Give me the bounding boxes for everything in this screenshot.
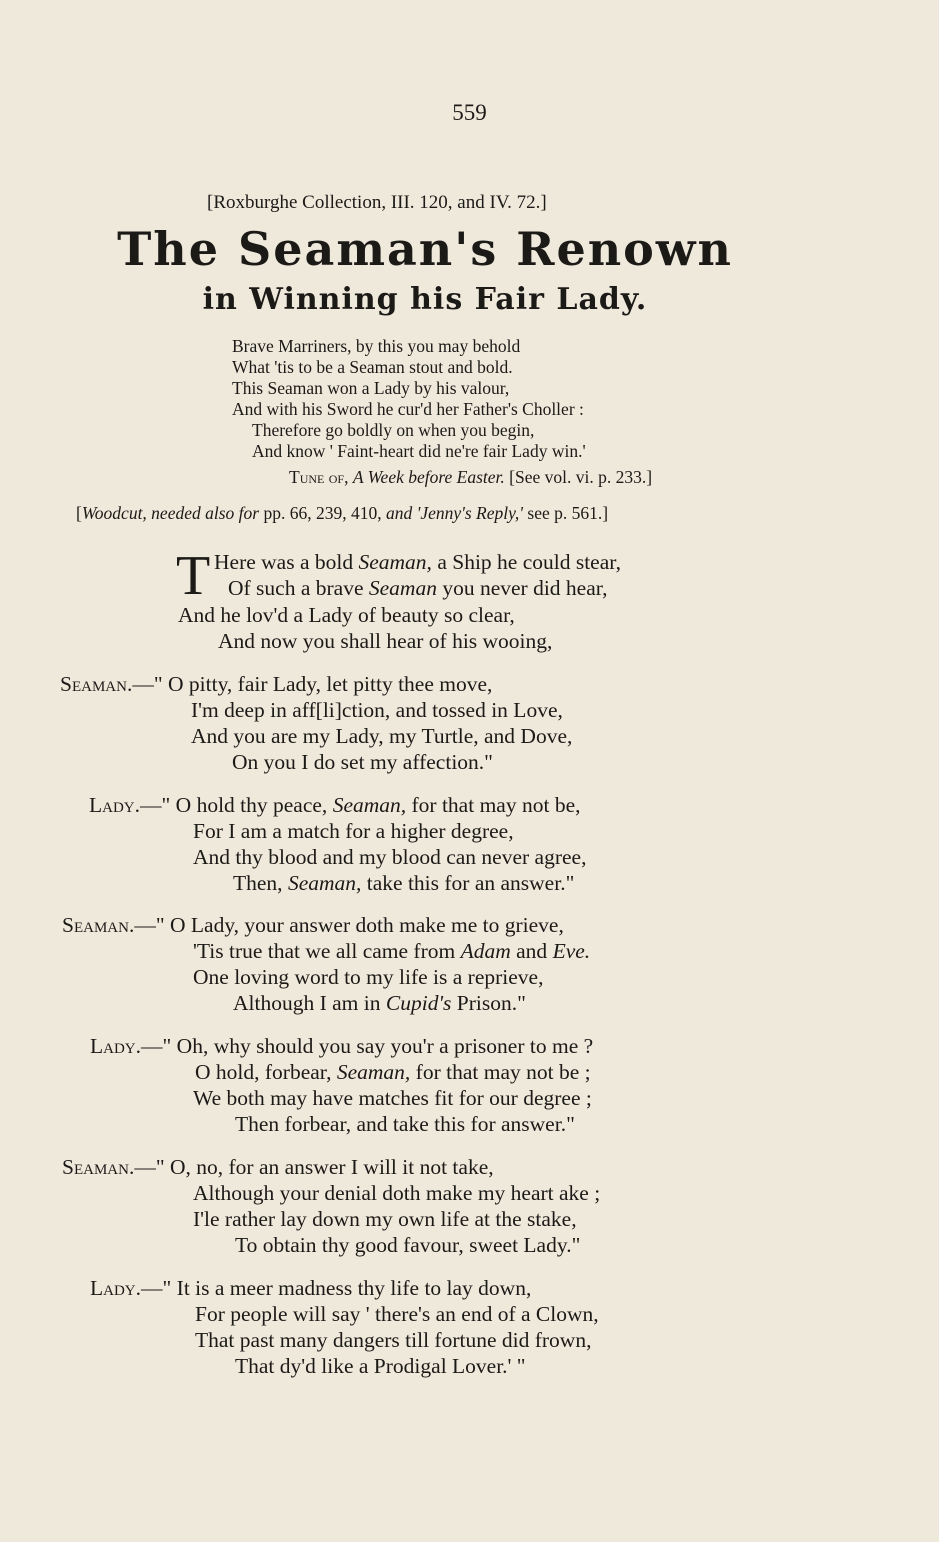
verse-text: Then, — [233, 871, 288, 895]
verse-line — [214, 550, 621, 575]
verse-line — [89, 793, 580, 818]
verse-line: We both may have matches fit for our degree ; — [193, 1086, 592, 1110]
verse-text: —" It is a meer madness thy life to lay down, — [141, 1276, 532, 1300]
verse-text: —" Oh, why should you say you'r a prisoner to me ? — [141, 1034, 594, 1058]
woodcut-pages: pp. 66, 239, 410, — [259, 503, 386, 523]
verse-line — [62, 1155, 494, 1180]
verse-italic: Seaman — [368, 576, 437, 600]
tune-label: Tune of, — [289, 467, 349, 487]
speaker-label: Lady. — [90, 1276, 142, 1300]
verse-italic: Adam — [460, 939, 511, 963]
motto-line: What 'tis to be a Seaman stout and bold. — [232, 357, 513, 377]
motto-line: This Seaman won a Lady by his valour, — [232, 378, 510, 398]
verse-line: To obtain thy good favour, sweet Lady." — [235, 1233, 581, 1257]
verse-text: —" O Lady, your answer doth make me to grieve, — [134, 913, 564, 937]
page-number: 559 — [452, 100, 487, 125]
verse-line: And now you shall hear of his wooing, — [218, 629, 553, 653]
woodcut-tail: see p. 561.] — [523, 503, 609, 523]
verse-italic: Seaman, — [358, 550, 432, 574]
motto-line: And with his Sword he cur'd her Father's Choller : — [232, 399, 584, 419]
verse-italic: Seaman, — [287, 871, 362, 895]
speaker-label: Lady. — [90, 1034, 142, 1058]
ballad-title: The Seaman's Renown — [117, 222, 733, 276]
speaker-label: Seaman. — [60, 672, 133, 696]
verse-italic: Seaman, — [336, 1060, 411, 1084]
verse-text: —" O hold thy peace, — [140, 793, 333, 817]
verse-text: take this for an answer." — [361, 871, 575, 895]
speaker-label: Seaman. — [62, 1155, 135, 1179]
verse-line: One loving word to my life is a reprieve, — [193, 965, 544, 989]
verse-line: For people will say ' there's an end of a Clown, — [195, 1302, 599, 1326]
verse-line: Although your denial doth make my heart ake ; — [193, 1181, 601, 1205]
verse-line: I'm deep in aff[li]ction, and tossed in Love, — [191, 698, 563, 722]
verse-line: For I am a match for a higher degree, — [193, 819, 514, 843]
source-note: [Roxburghe Collection, III. 120, and IV. 72.] — [207, 192, 547, 213]
verse-line: Then forbear, and take this for answer." — [235, 1112, 575, 1136]
verse-line: I'le rather lay down my own life at the stake, — [193, 1207, 577, 1231]
tune-name: A Week before Easter. — [352, 467, 505, 487]
drop-cap: T — [176, 545, 211, 607]
verse-italic: Seaman, — [332, 793, 407, 817]
woodcut-ref: 'Jenny's Reply,' — [412, 503, 524, 523]
verse-italic: Cupid's — [385, 991, 452, 1015]
woodcut-open: [ — [76, 503, 82, 523]
woodcut-note — [76, 503, 608, 524]
verse-text: a Ship he could stear, — [431, 550, 621, 574]
verse-line: And he lov'd a Lady of beauty so clear, — [178, 603, 515, 627]
verse-line: And you are my Lady, my Turtle, and Dove, — [191, 724, 573, 748]
motto-line: Therefore go boldly on when you begin, — [252, 420, 535, 440]
ballad-subtitle: in Winning his Fair Lady. — [202, 282, 648, 317]
verse-line — [90, 1034, 593, 1059]
verse-text: Here was a bold — [214, 550, 359, 574]
verse-line — [228, 576, 607, 601]
speaker-label: Seaman. — [62, 913, 135, 937]
woodcut-and: and — [385, 503, 413, 523]
verse-line: That dy'd like a Prodigal Lover.' " — [235, 1354, 526, 1378]
speaker-label: Lady. — [89, 793, 141, 817]
verse-line — [233, 991, 526, 1016]
tune-line — [289, 467, 652, 488]
verse-line — [62, 913, 564, 938]
verse-text: Although I am in — [233, 991, 386, 1015]
verse-text: O hold, forbear, — [195, 1060, 337, 1084]
verse-text: —" O, no, for an answer I will it not take, — [134, 1155, 494, 1179]
verse-line — [233, 871, 574, 896]
verse-text: you never did hear, — [436, 576, 608, 600]
verse-text: and — [510, 939, 553, 963]
tune-ref: [See vol. vi. p. 233.] — [509, 467, 653, 487]
verse-line — [195, 1060, 591, 1085]
verse-text: 'Tis true that we all came from — [193, 939, 461, 963]
motto-line: Brave Marriners, by this you may behold — [232, 336, 521, 356]
verse-text: for that may not be ; — [410, 1060, 591, 1084]
verse-italic: Eve. — [552, 939, 591, 963]
verse-line — [60, 672, 492, 697]
verse-text: —" O pitty, fair Lady, let pitty thee move, — [132, 672, 493, 696]
verse-text: for that may not be, — [406, 793, 581, 817]
woodcut-label: Woodcut, needed also for — [81, 503, 260, 523]
verse-line — [90, 1276, 531, 1301]
verse-line: On you I do set my affection." — [232, 750, 493, 774]
verse-text: Prison." — [451, 991, 526, 1015]
verse-line: And thy blood and my blood can never agree, — [193, 845, 587, 869]
verse-line: That past many dangers till fortune did frown, — [195, 1328, 592, 1352]
verse-line — [193, 939, 590, 964]
verse-text: Of such a brave — [228, 576, 369, 600]
motto-line: And know ' Faint-heart did ne're fair Lady win.' — [252, 441, 586, 461]
